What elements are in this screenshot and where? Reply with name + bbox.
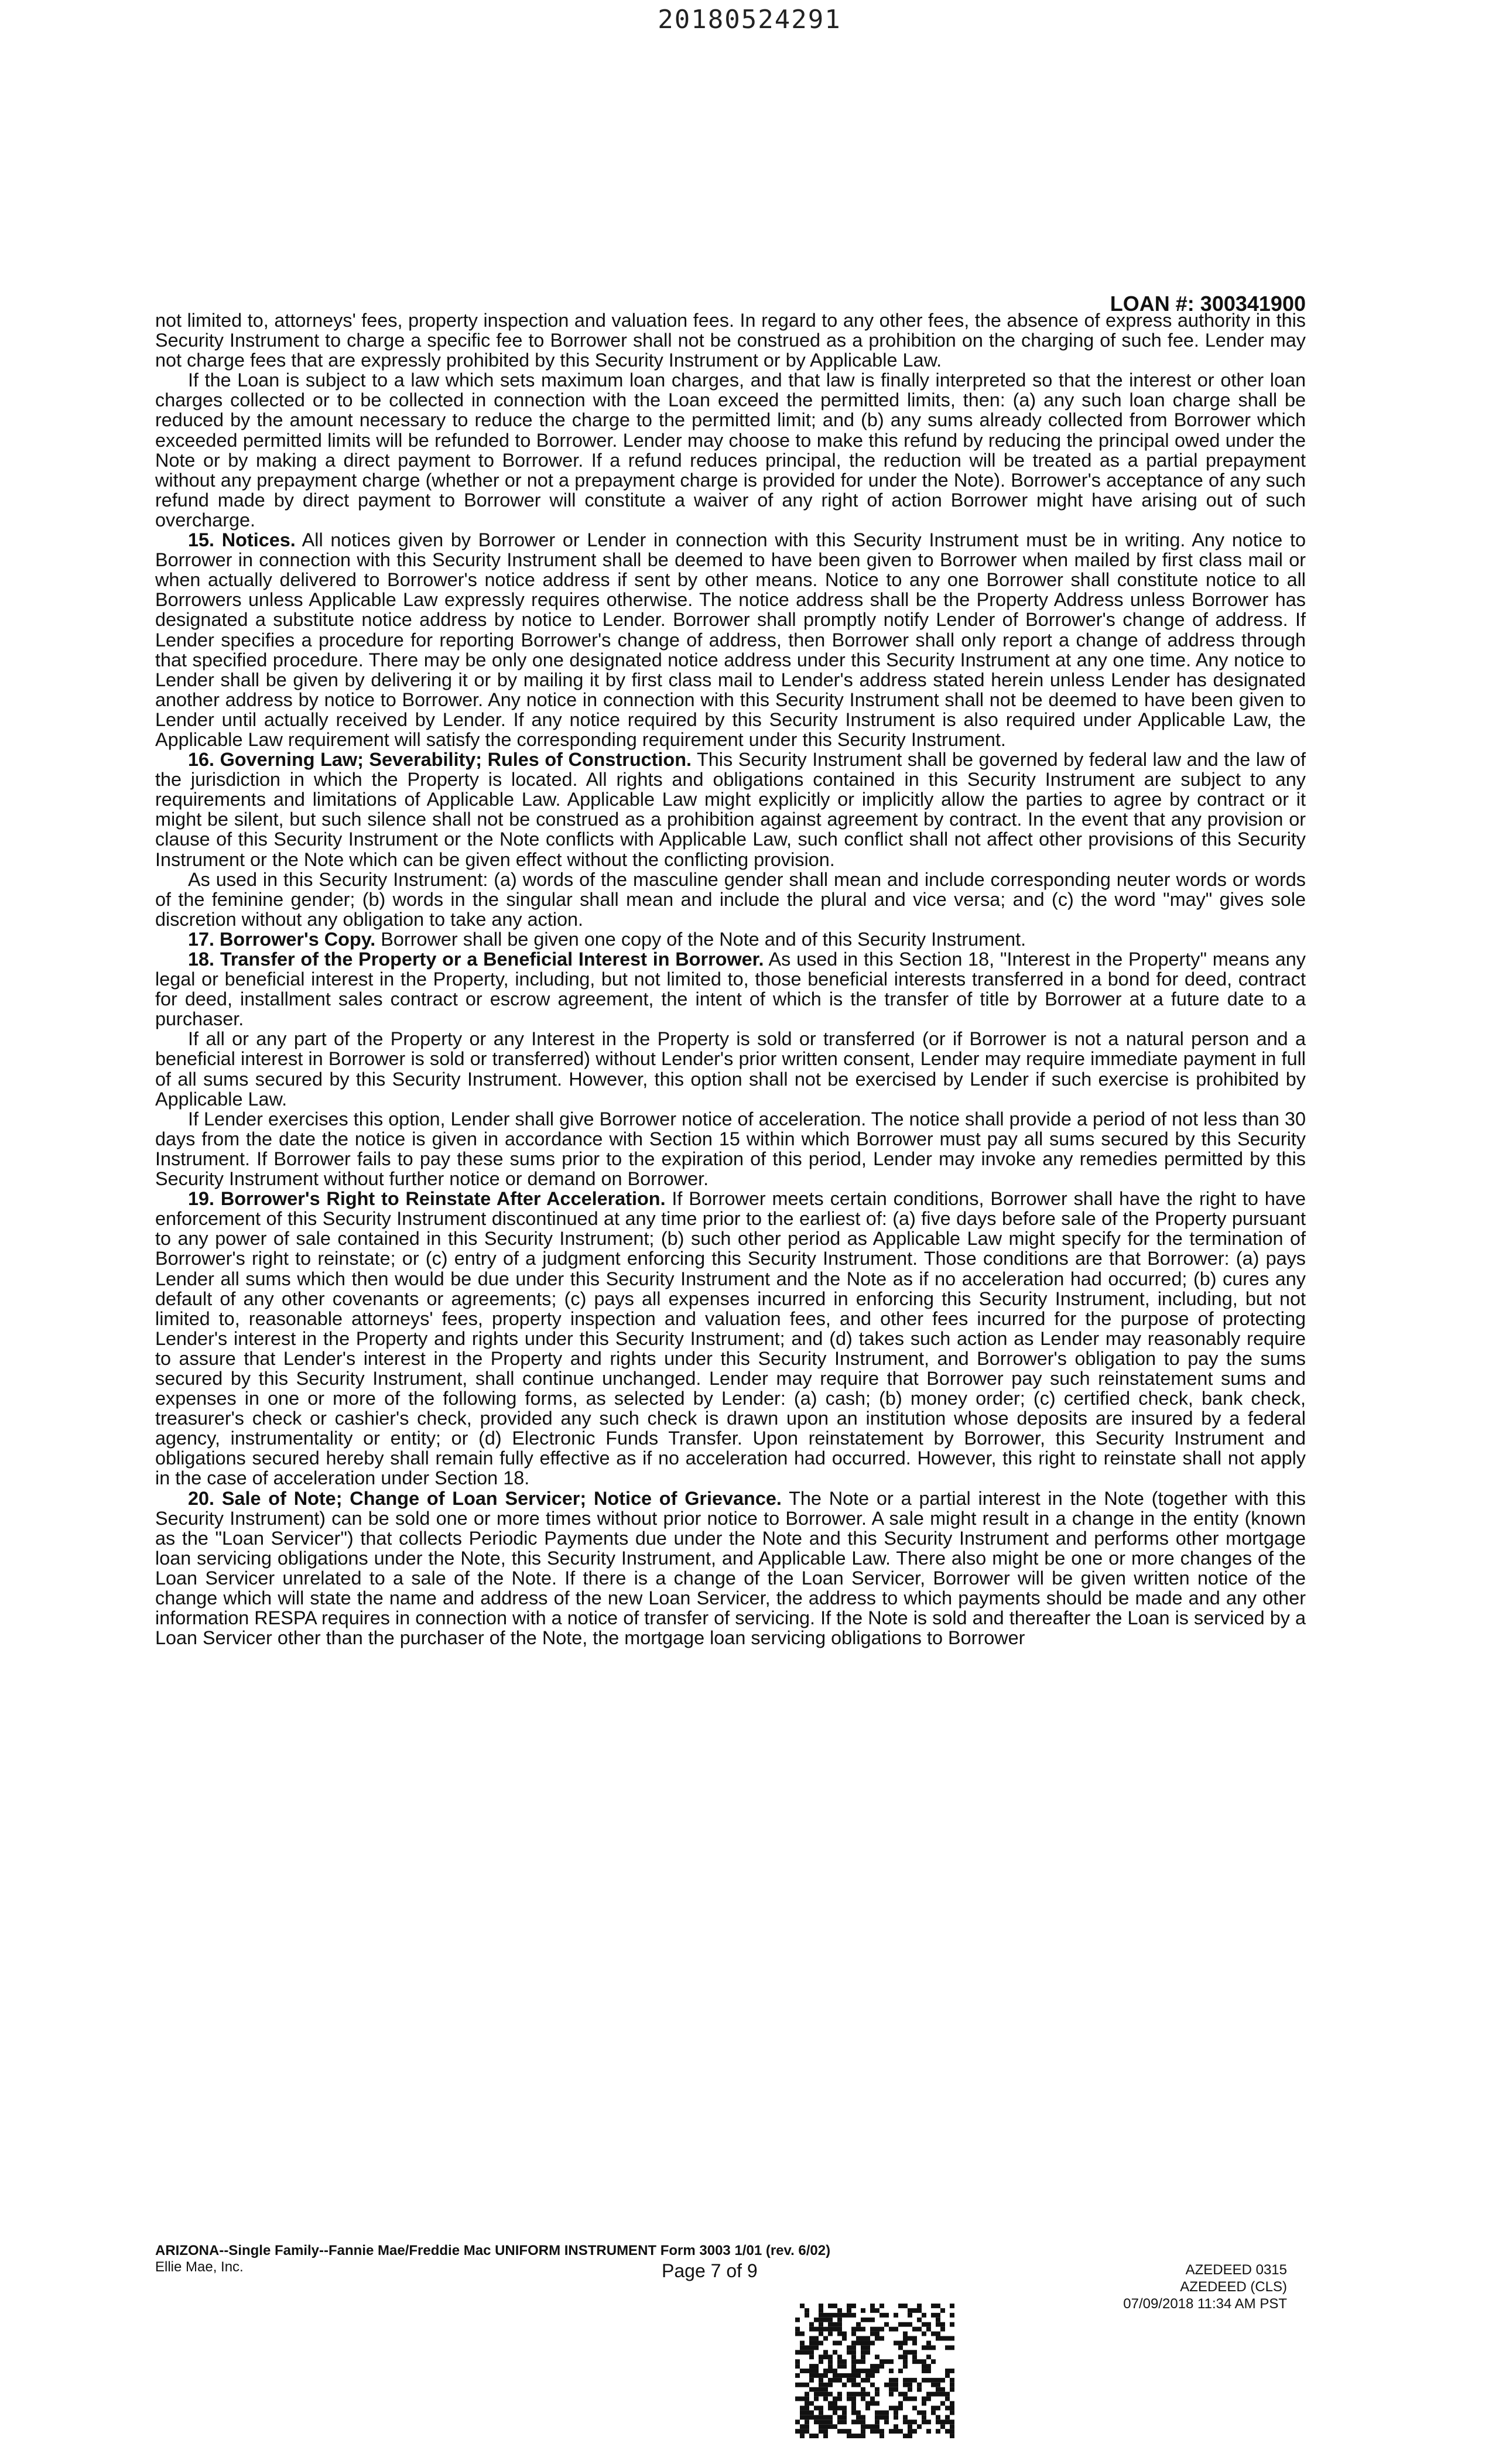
paragraph — [155, 870, 1306, 929]
paragraph-text: All notices given by Borrower or Lender in connection with this Security Instrument must be in writing. Any notice to Borrower in connection with this Security Instrument shall be deemed to have been given to Borrower when mailed by first class mail or when actually delivered to Borrower's notice address if sent by other means. Notice to any one Borrower shall constitute notice to all Borrowers unless Applicable Law expressly requires otherwise. The notice address shall be the Property Address unless Borrower has designated a substitute notice address by notice to Lender. Borrower shall promptly notify Lender of Borrower's change of address. If Lender specifies a procedure for reporting Borrower's change of address, then Borrower shall only report a change of address through that specified procedure. There may be only one designated notice address under this Security Instrument at any one time. Any notice to Lender shall be given by delivering it or by mailing it by first class mail to Lender's address stated herein unless Lender has designated another address by notice to Borrower. Any notice in connection with this Security Instrument shall not be deemed to have been given to Lender until actually received by Lender. If any notice required by this Security Instrument is also required under Applicable Law, the Applicable Law requirement will satisfy the corresponding requirement under this Security Instrument. — [155, 529, 1306, 750]
footer-code-2: AZEDEED (CLS) — [1180, 2279, 1287, 2295]
document-body — [155, 310, 1306, 1648]
section-heading: 19. Borrower's Right to Reinstate After Acceleration. — [188, 1188, 666, 1210]
paragraph — [155, 1029, 1306, 1108]
paragraph-text: As used in this Section 18, "Interest in the Property" means any legal or beneficial interest in the Property, including, but not limited to, those beneficial interests transferred in a bond for deed, contract for deed, installment sales contract or escrow agreement, the intent of which is the transfer of title by Borrower at a future date to a purchaser. — [155, 949, 1306, 1030]
recording-number: 20180524291 — [658, 5, 841, 35]
barcode-2d — [795, 2304, 954, 2438]
paragraph-text: If the Loan is subject to a law which sets maximum loan charges, and that law is finally interpreted so that the interest or other loan charges collected or to be collected in connection with the Loan exceed the permitted limits, then: (a) any such loan charge shall be reduced by the amount necessary to reduce the charge to the permitted limit; and (b) any sums already collected from Borrower which exceeded permitted limits will be refunded to Borrower. Lender may choose to make this refund by reducing the principal owed under the Note or by making a direct payment to Borrower. If a refund reduces principal, the reduction will be treated as a partial prepayment without any prepayment charge (whether or not a prepayment charge is provided for under the Note). Borrower's acceptance of any such refund made by direct payment to Borrower will constitute a waiver of any right of action Borrower might have arising out of such overcharge. — [155, 369, 1306, 531]
paragraph — [155, 1189, 1306, 1488]
page-number: Page 7 of 9 — [662, 2260, 758, 2281]
paragraph-text: If Borrower meets certain conditions, Borrower shall have the right to have enforcement of this Security Instrument discontinued at any time prior to the earliest of: (a) five days before sale of the Property pursuant to any power of sale contained in this Security Instrument; (b) such other period as Applicable Law might specify for the termination of Borrower's right to reinstate; or (c) entry of a judgment enforcing this Security Instrument. Those conditions are that Borrower: (a) pays Lender all sums which then would be due under this Security Instrument and the Note as if no acceleration had occurred; (b) cures any default of any other covenants or agreements; (c) pays all expenses incurred in enforcing this Security Instrument, including, but not limited to, reasonable attorneys' fees, property inspection and valuation fees, and other fees incurred for the purpose of protecting Lender's interest in the Property and rights under this Security Instrument; and (d) takes such action as Lender may reasonably require to assure that Lender's interest in the Property and rights under this Security Instrument, and Borrower's obligation to pay the sums secured by this Security Instrument, shall continue unchanged. Lender may require that Borrower pay such reinstatement sums and expenses in one or more of the following forms, as selected by Lender: (a) cash; (b) money order; (c) certified check, bank check, treasurer's check or cashier's check, provided any such check is drawn upon an institution whose deposits are insured by a federal agency, instrumentality or entity; or (d) Electronic Funds Transfer. Upon reinstatement by Borrower, this Security Instrument and obligations secured hereby shall remain fully effective as if no acceleration had occurred. However, this right to reinstate shall not apply in the case of acceleration under Section 18. — [155, 1188, 1306, 1489]
paragraph-text: If Lender exercises this option, Lender shall give Borrower notice of acceleration. The notice shall provide a period of not less than 30 days from the date the notice is given in accordance with Section 15 within which Borrower must pay all sums secured by this Security Instrument. If Borrower fails to pay these sums prior to the expiration of this period, Lender may invoke any remedies permitted by this Security Instrument without further notice or demand on Borrower. — [155, 1108, 1306, 1190]
footer-timestamp: 07/09/2018 11:34 AM PST — [1123, 2296, 1287, 2312]
paragraph — [155, 370, 1306, 530]
section-heading: 20. Sale of Note; Change of Loan Servicer; Notice of Grievance. — [188, 1487, 782, 1509]
section-heading: 15. Notices. — [188, 529, 296, 551]
paragraph-text: not limited to, attorneys' fees, property inspection and valuation fees. In regard to any other fees, the absence of express authority in this Security Instrument to charge a specific fee to Borrower shall not be construed as a prohibition on the charging of such fee. Lender may not charge fees that are expressly prohibited by this Security Instrument or by Applicable Law. — [155, 310, 1306, 371]
footer-form-title: ARIZONA--Single Family--Fannie Mae/Freddie Mac UNIFORM INSTRUMENT Form 3003 1/01 (rev. 6/02) — [155, 2243, 831, 2258]
paragraph — [155, 310, 1306, 370]
loan-number: LOAN #: 300341900 — [1110, 292, 1306, 316]
paragraph — [155, 750, 1306, 870]
paragraph-text: If all or any part of the Property or any Interest in the Property is sold or transferred (or if Borrower is not a natural person and a beneficial interest in Borrower is sold or transferred) without Lender's prior written consent, Lender may require immediate payment in full of all sums secured by this Security Instrument. However, this option shall not be exercised by Lender if such exercise is prohibited by Applicable Law. — [155, 1028, 1306, 1110]
paragraph-text: This Security Instrument shall be governed by federal law and the law of the jurisdiction in which the Property is located. All rights and obligations contained in this Security Instrument are subject to any requirements and limitations of Applicable Law. Applicable Law might explicitly or implicitly allow the parties to agree by contract or it might be silent, but such silence shall not be construed as a prohibition against agreement by contract. In the event that any provision or clause of this Security Instrument or the Note conflicts with Applicable Law, such conflict shall not affect other provisions of this Security Instrument or the Note which can be given effect without the conflicting provision. — [155, 749, 1306, 870]
paragraph-text: Borrower shall be given one copy of the Note and of this Security Instrument. — [375, 928, 1026, 950]
footer-code-1: AZEDEED 0315 — [1185, 2262, 1287, 2278]
section-heading: 18. Transfer of the Property or a Beneficial Interest in Borrower. — [188, 949, 764, 970]
section-heading: 17. Borrower's Copy. — [188, 928, 376, 950]
paragraph — [155, 1488, 1306, 1648]
section-heading: 16. Governing Law; Severability; Rules of Construction. — [188, 749, 692, 771]
paragraph — [155, 1109, 1306, 1189]
paragraph-text: The Note or a partial interest in the Note (together with this Security Instrument) can be sold one or more times without prior notice to Borrower. A sale might result in a change in the entity (known as the "Loan Servicer") that collects Periodic Payments due under the Note and this Security Instrument and performs other mortgage loan servicing obligations under the Note, this Security Instrument, and Applicable Law. There also might be one or more changes of the Loan Servicer unrelated to a sale of the Note. If there is a change of the Loan Servicer, Borrower will be given written notice of the change which will state the name and address of the new Loan Servicer, the address to which payments should be made and any other information RESPA requires in connection with a notice of transfer of servicing. If the Note is sold and thereafter the Loan is serviced by a Loan Servicer other than the purchaser of the Note, the mortgage loan servicing obligations to Borrower — [155, 1487, 1306, 1649]
paragraph — [155, 530, 1306, 750]
paragraph — [155, 949, 1306, 1029]
paragraph-text: As used in this Security Instrument: (a) words of the masculine gender shall mean and include corresponding neuter words or words of the feminine gender; (b) words in the singular shall mean and include the plural and vice versa; and (c) the word "may" gives sole discretion without any obligation to take any action. — [155, 868, 1306, 930]
paragraph — [155, 929, 1306, 949]
footer-codes — [1123, 2261, 1287, 2312]
footer-company: Ellie Mae, Inc. — [155, 2259, 244, 2275]
